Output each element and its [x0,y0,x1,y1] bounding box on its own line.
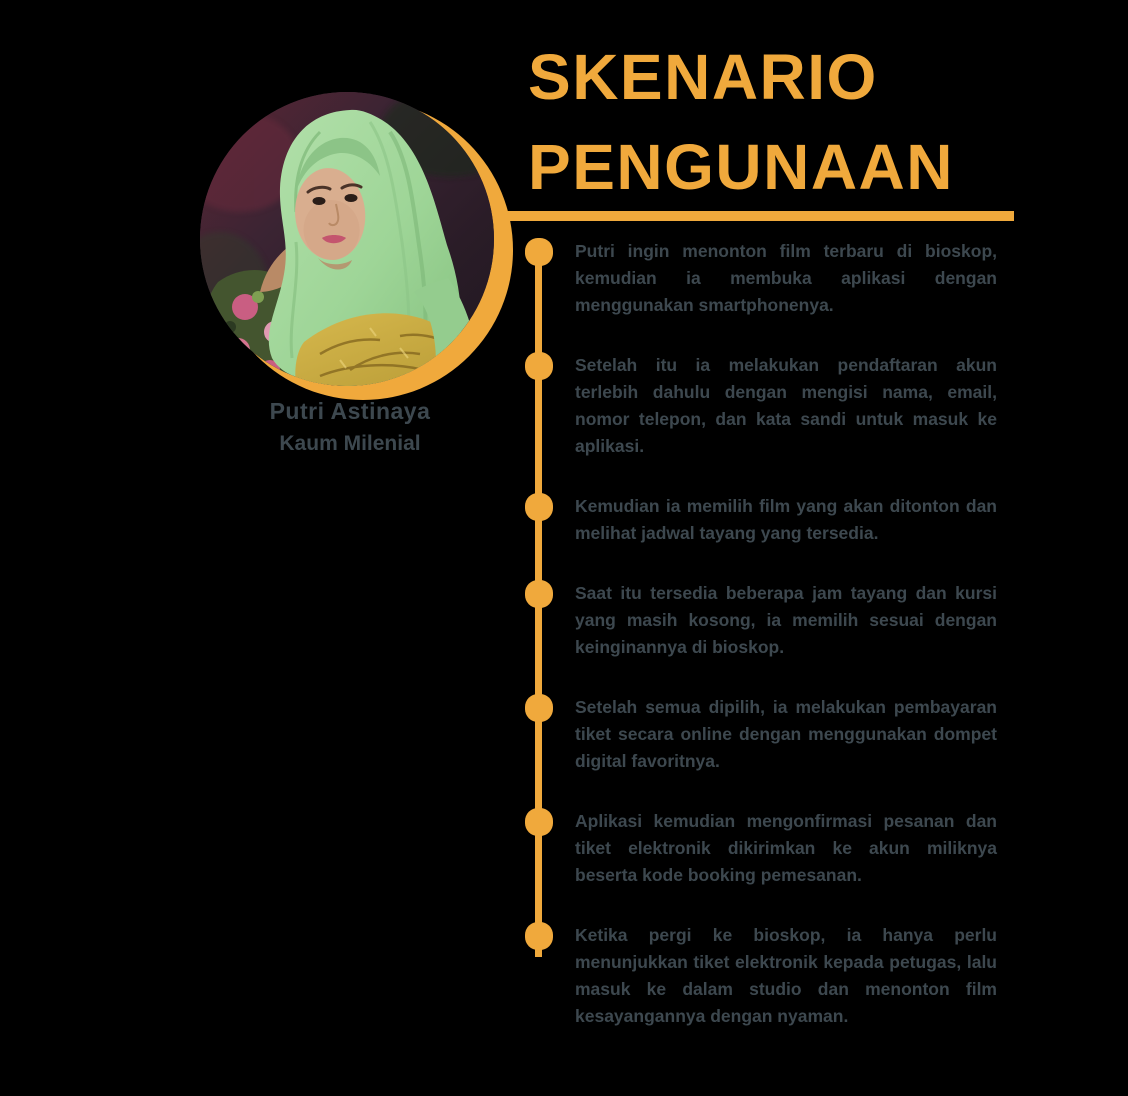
timeline-step-text: Putri ingin menonton film terbaru di bioskop, kemudian ia membuka aplikasi dengan menggunakan smartphonenya. [575,241,997,315]
timeline-step-7 [525,922,997,1030]
timeline-step-3 [525,493,997,547]
timeline-dot-icon [525,922,553,950]
timeline-dot-icon [525,493,553,521]
timeline-step-text: Kemudian ia memilih film yang akan ditonton dan melihat jadwal tayang yang tersedia. [575,496,997,543]
page-title [528,32,1088,212]
page-title-line2: PENGUNAAN [528,131,954,203]
timeline-dot-icon [525,238,553,266]
timeline-step-6 [525,808,997,889]
timeline-step-text: Ketika pergi ke bioskop, ia hanya perlu menunjukkan tiket elektronik kepada petugas, lalu masuk ke dalam studio dan menonton film kesayangannya dengan nyaman. [575,925,997,1026]
persona-segment: Kaum Milenial [279,432,421,455]
usage-scenario-timeline [525,238,997,1063]
persona-photo [200,92,494,386]
timeline-step-5 [525,694,997,775]
timeline-step-4 [525,580,997,661]
timeline-step-text: Setelah semua dipilih, ia melakukan pembayaran tiket secara online dengan menggunakan dompet digital favoritnya. [575,697,997,771]
timeline-dot-icon [525,352,553,380]
timeline-dot-icon [525,694,553,722]
title-rule-notch [500,219,505,253]
timeline-step-2 [525,352,997,460]
persona-name: Putri Astinaya [269,398,431,424]
title-underline-rule [502,211,1014,221]
timeline-dot-icon [525,808,553,836]
timeline-step-text: Setelah itu ia melakukan pendaftaran akun terlebih dahulu dengan mengisi nama, email, nomor telepon, dan kata sandi untuk masuk ke aplikasi. [575,355,997,456]
persona-photo-illustration [200,92,494,386]
timeline-step-1 [525,238,997,319]
timeline-dot-icon [525,580,553,608]
timeline-step-text: Saat itu tersedia beberapa jam tayang dan kursi yang masih kosong, ia memilih sesuai dengan keinginannya di bioskop. [575,583,997,657]
page-title-line1: SKENARIO [528,41,878,113]
timeline-step-text: Aplikasi kemudian mengonfirmasi pesanan dan tiket elektronik dikirimkan ke akun miliknya beserta kode booking pemesanan. [575,811,997,885]
